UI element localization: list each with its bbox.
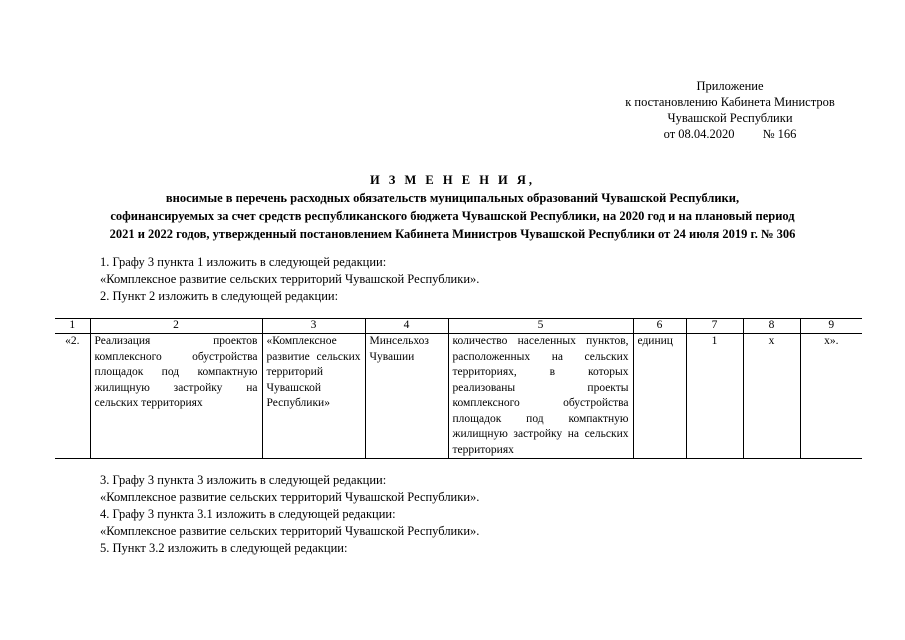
cell-item-number: «2. — [55, 334, 90, 459]
paragraph-1-text: «Комплексное развитие сельских территорий Чувашской Республики». — [100, 272, 480, 286]
amendment-table — [55, 318, 862, 459]
column-number: 3 — [262, 319, 365, 334]
column-number: 1 — [55, 319, 90, 334]
table-column-numbers — [55, 319, 862, 334]
cell-program: «Комплексное развитие сельских территорий Чувашской Республики» — [262, 334, 365, 459]
cell-value-col8: х — [743, 334, 800, 459]
approval-date: от 08.04.2020 — [663, 127, 735, 141]
column-number: 5 — [448, 319, 633, 334]
cell-expense-name: Реализация проектов комплексного обустройства площадок под компактную жилищную застройку на сельских территориях — [90, 334, 262, 459]
approval-date-line — [580, 126, 880, 142]
paragraph-2: 2. Пункт 2 изложить в следующей редакции: — [100, 289, 339, 303]
cell-value-col9: х». — [800, 334, 862, 459]
approval-line-2: к постановлению Кабинета Министров — [625, 95, 835, 109]
paragraph-3-text: «Комплексное развитие сельских территорий Чувашской Республики». — [100, 490, 480, 504]
table-row — [55, 334, 862, 459]
approval-number: № 166 — [762, 127, 797, 141]
paragraph-4-text: «Комплексное развитие сельских территорий Чувашской Республики». — [100, 524, 480, 538]
document-heading — [40, 171, 865, 243]
approval-line-1: Приложение — [696, 79, 764, 93]
column-number: 9 — [800, 319, 862, 334]
heading-line-2: софинансируемых за счет средств республиканского бюджета Чувашской Республики, на 2020 год и на плановый период — [110, 209, 795, 223]
heading-line-1: вносимые в перечень расходных обязательств муниципальных образований Чувашской Республики, — [165, 191, 740, 205]
paragraph-4: 4. Графу 3 пункта 3.1 изложить в следующей редакции: — [100, 507, 396, 521]
paragraph-1: 1. Графу 3 пункта 1 изложить в следующей редакции: — [100, 255, 387, 269]
cell-authority: Минсельхоз Чувашии — [365, 334, 448, 459]
cell-indicator: количество населенных пунктов, расположенных на сельских территориях, в которых реализованы проекты комплексного обустройства площадок под компактную жилищную застройку на сельских территориях — [448, 334, 633, 459]
heading-title: И З М Е Н Е Н И Я, — [369, 173, 536, 187]
column-number: 7 — [686, 319, 743, 334]
column-number: 4 — [365, 319, 448, 334]
heading-line-3: 2021 и 2022 годов, утвержденный постановлением Кабинета Министров Чувашской Республики от 24 июля 2019 г. № 306 — [109, 227, 796, 241]
approval-line-3: Чувашской Республики — [667, 111, 793, 125]
column-number: 2 — [90, 319, 262, 334]
approval-block — [580, 78, 880, 142]
column-number: 6 — [633, 319, 686, 334]
column-number: 8 — [743, 319, 800, 334]
paragraph-5: 5. Пункт 3.2 изложить в следующей редакции: — [100, 541, 348, 555]
cell-value-col7: 1 — [686, 334, 743, 459]
paragraph-3: 3. Графу 3 пункта 3 изложить в следующей редакции: — [100, 473, 387, 487]
cell-unit: единиц — [633, 334, 686, 459]
